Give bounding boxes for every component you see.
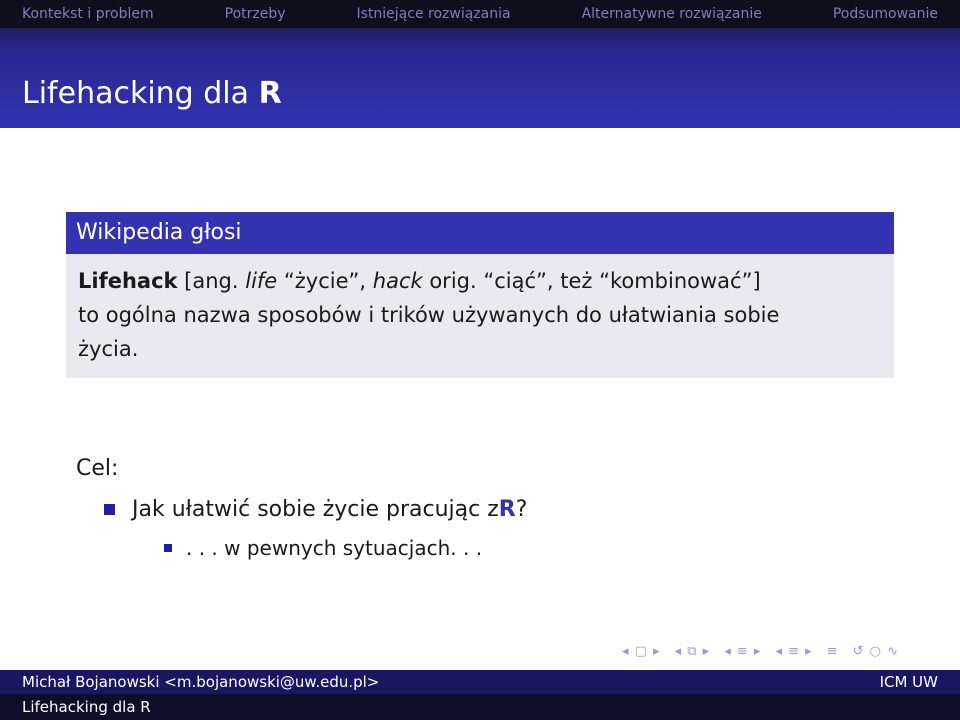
footer-author: Michał Bojanowski <m.bojanowski@uw.edu.pl>	[22, 673, 380, 691]
goal-item-text: Jak ułatwić sobie życie pracując z	[132, 497, 499, 522]
definition-part-3: orig. “ciąć”, też “kombinować”]	[422, 269, 761, 293]
definition-part-1: [ang.	[177, 269, 246, 293]
subsection-nav-icon[interactable]: ◂ ⧉ ▸	[674, 644, 711, 659]
nav-section-existing-solutions[interactable]: Istniejące rozwiązania	[356, 6, 511, 22]
block-body	[66, 254, 894, 366]
goal-item-accent: R	[498, 497, 516, 522]
square-bullet-icon	[104, 504, 115, 515]
footer-short-title: Lifehacking dla R	[22, 698, 151, 716]
toc-nav-icon[interactable]: ≡	[826, 644, 839, 659]
goal-sub-item-text: . . . w pewnych sytuacjach. . .	[186, 536, 483, 560]
section-nav-icon[interactable]: ◂ ≡ ▸	[724, 644, 762, 659]
section-navigation	[0, 0, 960, 28]
slide-title-text: Lifehacking dla	[22, 76, 259, 111]
slide-title	[22, 76, 282, 111]
frame-nav-icon[interactable]: ◂ ▢ ▸	[622, 644, 661, 659]
beamer-navigation-symbols	[622, 644, 899, 659]
nav-section-alternative-solution[interactable]: Alternatywne rozwiązanie	[581, 6, 762, 22]
nav-section-context[interactable]: Kontekst i problem	[22, 6, 154, 22]
search-back-nav-icon[interactable]: ↺ ○ ∿	[852, 644, 899, 659]
goal-sub-item	[164, 536, 482, 560]
goal-list-item	[104, 497, 527, 522]
nav-section-needs[interactable]: Potrzeby	[224, 6, 286, 22]
footer-institution: ICM UW	[879, 673, 938, 691]
square-bullet-icon	[164, 544, 172, 552]
block-title: Wikipedia głosi	[66, 212, 894, 254]
definition-part-2: “życie”,	[277, 269, 373, 293]
subsection-list-nav-icon[interactable]: ◂ ≡ ▸	[775, 644, 813, 659]
definition-block	[66, 212, 894, 378]
goal-label: Cel:	[76, 456, 119, 481]
slide-title-accent: R	[258, 76, 282, 111]
goal-item-suffix: ?	[515, 497, 528, 522]
definition-line-3: życia.	[78, 337, 139, 361]
footer-author-bar	[0, 670, 960, 694]
nav-section-summary[interactable]: Podsumowanie	[832, 6, 938, 22]
word-hack: hack	[372, 269, 423, 293]
word-life: life	[245, 269, 278, 293]
term: Lifehack	[78, 269, 178, 293]
definition-line-1	[78, 264, 882, 298]
definition-line-2: to ogólna nazwa sposobów i trików używanych do ułatwiania sobie	[78, 303, 780, 327]
footer-title-bar	[0, 694, 960, 720]
